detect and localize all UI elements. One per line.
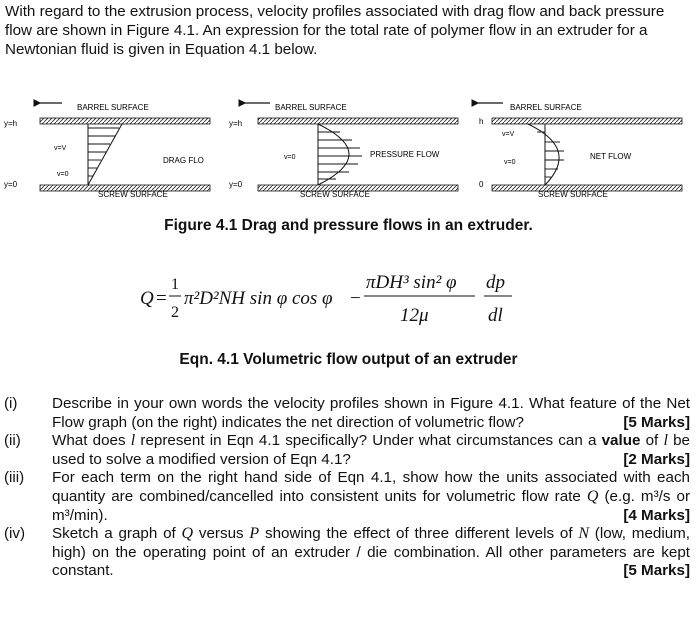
- zero-label: 0: [479, 180, 484, 189]
- figure-4-1: [0, 94, 697, 209]
- marks-label: [2 Marks]: [623, 450, 690, 468]
- question-number: (i): [4, 395, 18, 412]
- question-ii: [4, 432, 690, 469]
- eq-half-num: 1: [171, 276, 179, 293]
- h-label: h: [479, 117, 484, 126]
- net-flow-panel: [478, 103, 682, 199]
- net-flow-label: NET FLOW: [590, 152, 632, 161]
- marks-label: [5 Marks]: [623, 413, 690, 431]
- barrel-surface-label: BARREL SURFACE: [275, 103, 347, 112]
- y-h-label: y=h: [229, 119, 243, 128]
- question-text: Sketch a graph of Q versus P showing the effect of three different levels of N (low, medium, high) on the operating point of an extruder / die combination. All other parameters are kept constant. [5 Marks]: [52, 525, 691, 580]
- v-v-label: v=V: [502, 131, 515, 138]
- v-0-label: v=0: [284, 154, 296, 161]
- eq-dp: dp: [486, 272, 505, 293]
- eq-minus: −: [350, 288, 361, 309]
- question-iii: [4, 469, 690, 525]
- marks-label: [5 Marks]: [623, 562, 690, 580]
- intro-paragraph: With regard to the extrusion process, velocity profiles associated with drag flow and back pressure flow are shown in Figure 4.1. An expression for the total rate of polymer flow in an extruder for a Newtonian fluid is given in Equation 4.1 below.: [5, 3, 665, 58]
- question-list: [4, 395, 690, 581]
- screw-surface-label: SCREW SURFACE: [538, 190, 608, 199]
- barrel-surface-label: BARREL SURFACE: [77, 103, 149, 112]
- eq-den2: 12μ: [400, 305, 429, 326]
- barrel-surface: [492, 118, 682, 124]
- question-number: (iv): [4, 525, 26, 543]
- question-iv: [4, 525, 690, 581]
- eq-num2: πDH³ sin² φ: [366, 272, 457, 293]
- question-text: Describe in your own words the velocity profiles shown in Figure 4.1. What feature of the Net Flow graph (on the right) indicates the net direction of volumetric flow? [5 Marks]: [52, 395, 690, 431]
- screw-surface-label: SCREW SURFACE: [300, 190, 370, 199]
- equation-svg: [140, 262, 560, 334]
- question-i: [4, 395, 690, 432]
- eq-dl: dl: [488, 305, 503, 326]
- eq-half-den: 2: [171, 304, 179, 321]
- eq-term1: π²D²NH sin φ cos φ: [184, 288, 333, 309]
- pressure-flow-label: PRESSURE FLOW: [370, 150, 440, 159]
- barrel-surface-label: BARREL SURFACE: [510, 103, 582, 112]
- question-number: (ii): [4, 432, 21, 450]
- equation-caption: Eqn. 4.1 Volumetric flow output of an extruder: [179, 351, 518, 368]
- screw-surface-label: SCREW SURFACE: [98, 190, 168, 199]
- v-0-label: v=0: [57, 171, 69, 178]
- y-0-label: y=0: [4, 180, 18, 189]
- y-h-label: y=h: [4, 119, 18, 128]
- barrel-surface: [258, 118, 458, 124]
- equation-4-1: [140, 262, 560, 334]
- velocity-profile-diagrams: [0, 94, 697, 209]
- pressure-flow-panel: [229, 103, 458, 199]
- eq-equals: =: [156, 288, 167, 309]
- eq-lhs: Q: [140, 288, 154, 309]
- barrel-surface: [40, 118, 210, 124]
- question-text: For each term on the right hand side of Eqn 4.1, show how the units associated with each quantity are combined/cancelled into consistent units for volumetric flow rate Q (e.g. m³/s or m³/min). [4 Marks]: [52, 469, 691, 524]
- y-0-label: y=0: [229, 180, 243, 189]
- v-v-label: v=V: [54, 145, 67, 152]
- question-text: What does l represent in Eqn 4.1 specifically? Under what circumstances can a value of l be used to solve a modified version of Eqn 4.1? [2 Marks]: [52, 432, 690, 468]
- drag-flow-panel: [4, 103, 210, 199]
- drag-flow-label: DRAG FLO: [163, 156, 204, 165]
- marks-label: [4 Marks]: [623, 506, 690, 524]
- v-0-label: v=0: [504, 159, 516, 166]
- figure-caption: Figure 4.1 Drag and pressure flows in an extruder.: [164, 217, 533, 234]
- question-number: (iii): [4, 469, 25, 487]
